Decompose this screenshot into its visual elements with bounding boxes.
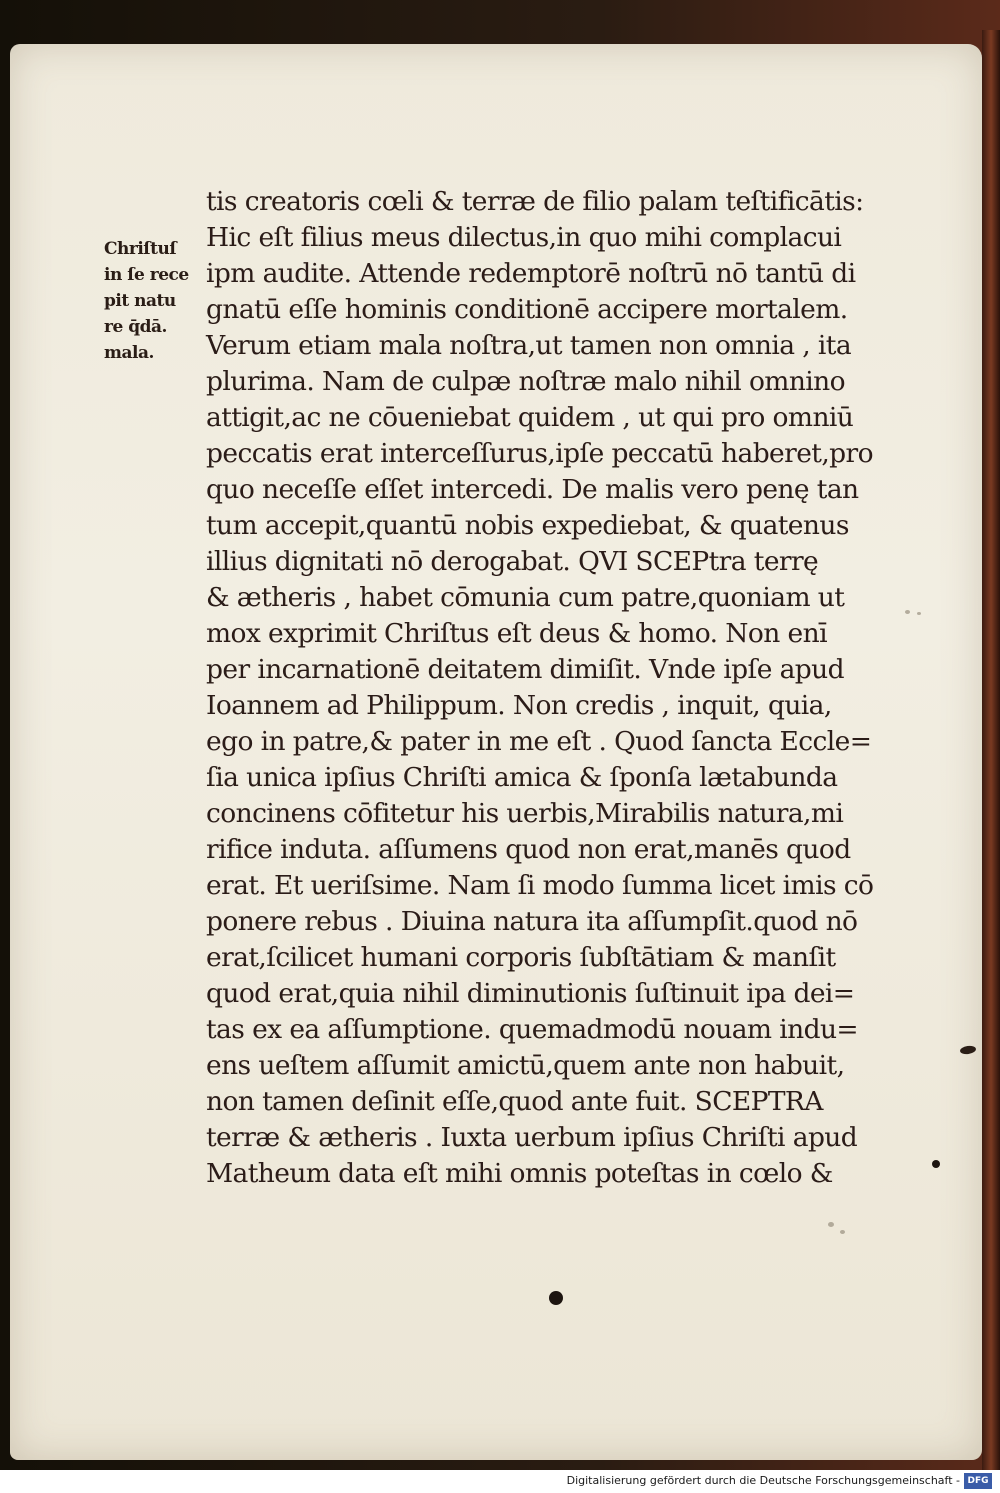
text-line: tas ex ea aſſumptione. quemadmodū nouam indu= (206, 1014, 859, 1045)
text-line: erat,ſcilicet humani corporis ſubſtātiam & manſit (206, 942, 836, 973)
ink-blot (549, 1291, 563, 1305)
ink-dot (932, 1160, 940, 1168)
text-line: ens ueſtem aſſumit amictū,quem ante non habuit, (206, 1050, 845, 1081)
marginal-note-line: Chriſtuſ (104, 239, 177, 259)
text-line: Ioannem ad Philippum. Non credis , inquit, quia, (206, 690, 832, 721)
marginal-note-line: in ſe rece (104, 265, 189, 285)
text-line: gnatū eſſe hominis conditionē accipere mortalem. (206, 294, 848, 325)
body-text (206, 184, 874, 1192)
text-line: tis creatoris cœli & terræ de filio palam teſtificātis: (206, 186, 864, 217)
text-line: ipm audite. Attende redemptorē noſtrū nō tantū di (206, 258, 856, 289)
text-line: illius dignitati nō derogabat. QVI SCEPtra terrę (206, 546, 819, 577)
footer-credit: Digitalisierung gefördert durch die Deutsche Forschungsgemeinschaft - (566, 1474, 960, 1487)
text-line: Hic eſt filius meus dilectus,in quo mihi complacui (206, 222, 842, 253)
marginal-note-line: re q̄dā. (104, 317, 167, 337)
text-line: ſia unica ipſius Chriſti amica & ſponſa lætabunda (206, 762, 838, 793)
text-line: quo neceſſe eſſet intercedi. De malis vero penę tan (206, 474, 859, 505)
footer-bar (0, 1470, 1000, 1493)
text-line: plurima. Nam de culpæ noſtræ malo nihil omnino (206, 366, 846, 397)
marginal-note (104, 236, 204, 366)
dfg-logo: DFG (964, 1473, 992, 1489)
paper-speck (917, 612, 921, 615)
text-line: mox exprimit Chriſtus eſt deus & homo. Non enī (206, 618, 827, 649)
text-line: & ætheris , habet cōmunia cum patre,quoniam ut (206, 582, 845, 613)
book-spine-edge (982, 30, 1000, 1470)
text-line: non tamen deſinit eſſe,quod ante fuit. SCEPTRA (206, 1086, 823, 1117)
text-line: Matheum data eſt mihi omnis poteſtas in cœlo & (206, 1158, 833, 1189)
paper-speck (840, 1230, 845, 1234)
text-line: concinens cōfitetur his uerbis,Mirabilis natura,mi (206, 798, 844, 829)
text-line: per incarnationē deitatem dimiſit. Vnde ipſe apud (206, 654, 845, 685)
text-line: peccatis erat interceſſurus,ipſe peccatū haberet,pro (206, 438, 873, 469)
text-line: tum accepit,quantū nobis expediebat, & quatenus (206, 510, 849, 541)
text-line: quod erat,quia nihil diminutionis ſuſtinuit ipa dei= (206, 978, 855, 1009)
marginal-note-line: pit natu (104, 291, 176, 311)
text-line: ego in patre,& pater in me eſt . Quod ſancta Eccle= (206, 726, 872, 757)
text-line: terræ & ætheris . Iuxta uerbum ipſius Chriſti apud (206, 1122, 858, 1153)
paper-speck (828, 1222, 834, 1227)
text-line: rifice induta. aſſumens quod non erat,manēs quod (206, 834, 851, 865)
text-line: ponere rebus . Diuina natura ita aſſumpſit.quod nō (206, 906, 858, 937)
paper-speck (905, 610, 910, 614)
marginal-note-line: mala. (104, 343, 154, 363)
text-line: attigit,ac ne cōueniebat quidem , ut qui pro omniū (206, 402, 854, 433)
text-line: erat. Et ueriſsime. Nam ſi modo ſumma licet imis cō (206, 870, 874, 901)
text-line: Verum etiam mala noſtra,ut tamen non omnia , ita (206, 330, 852, 361)
